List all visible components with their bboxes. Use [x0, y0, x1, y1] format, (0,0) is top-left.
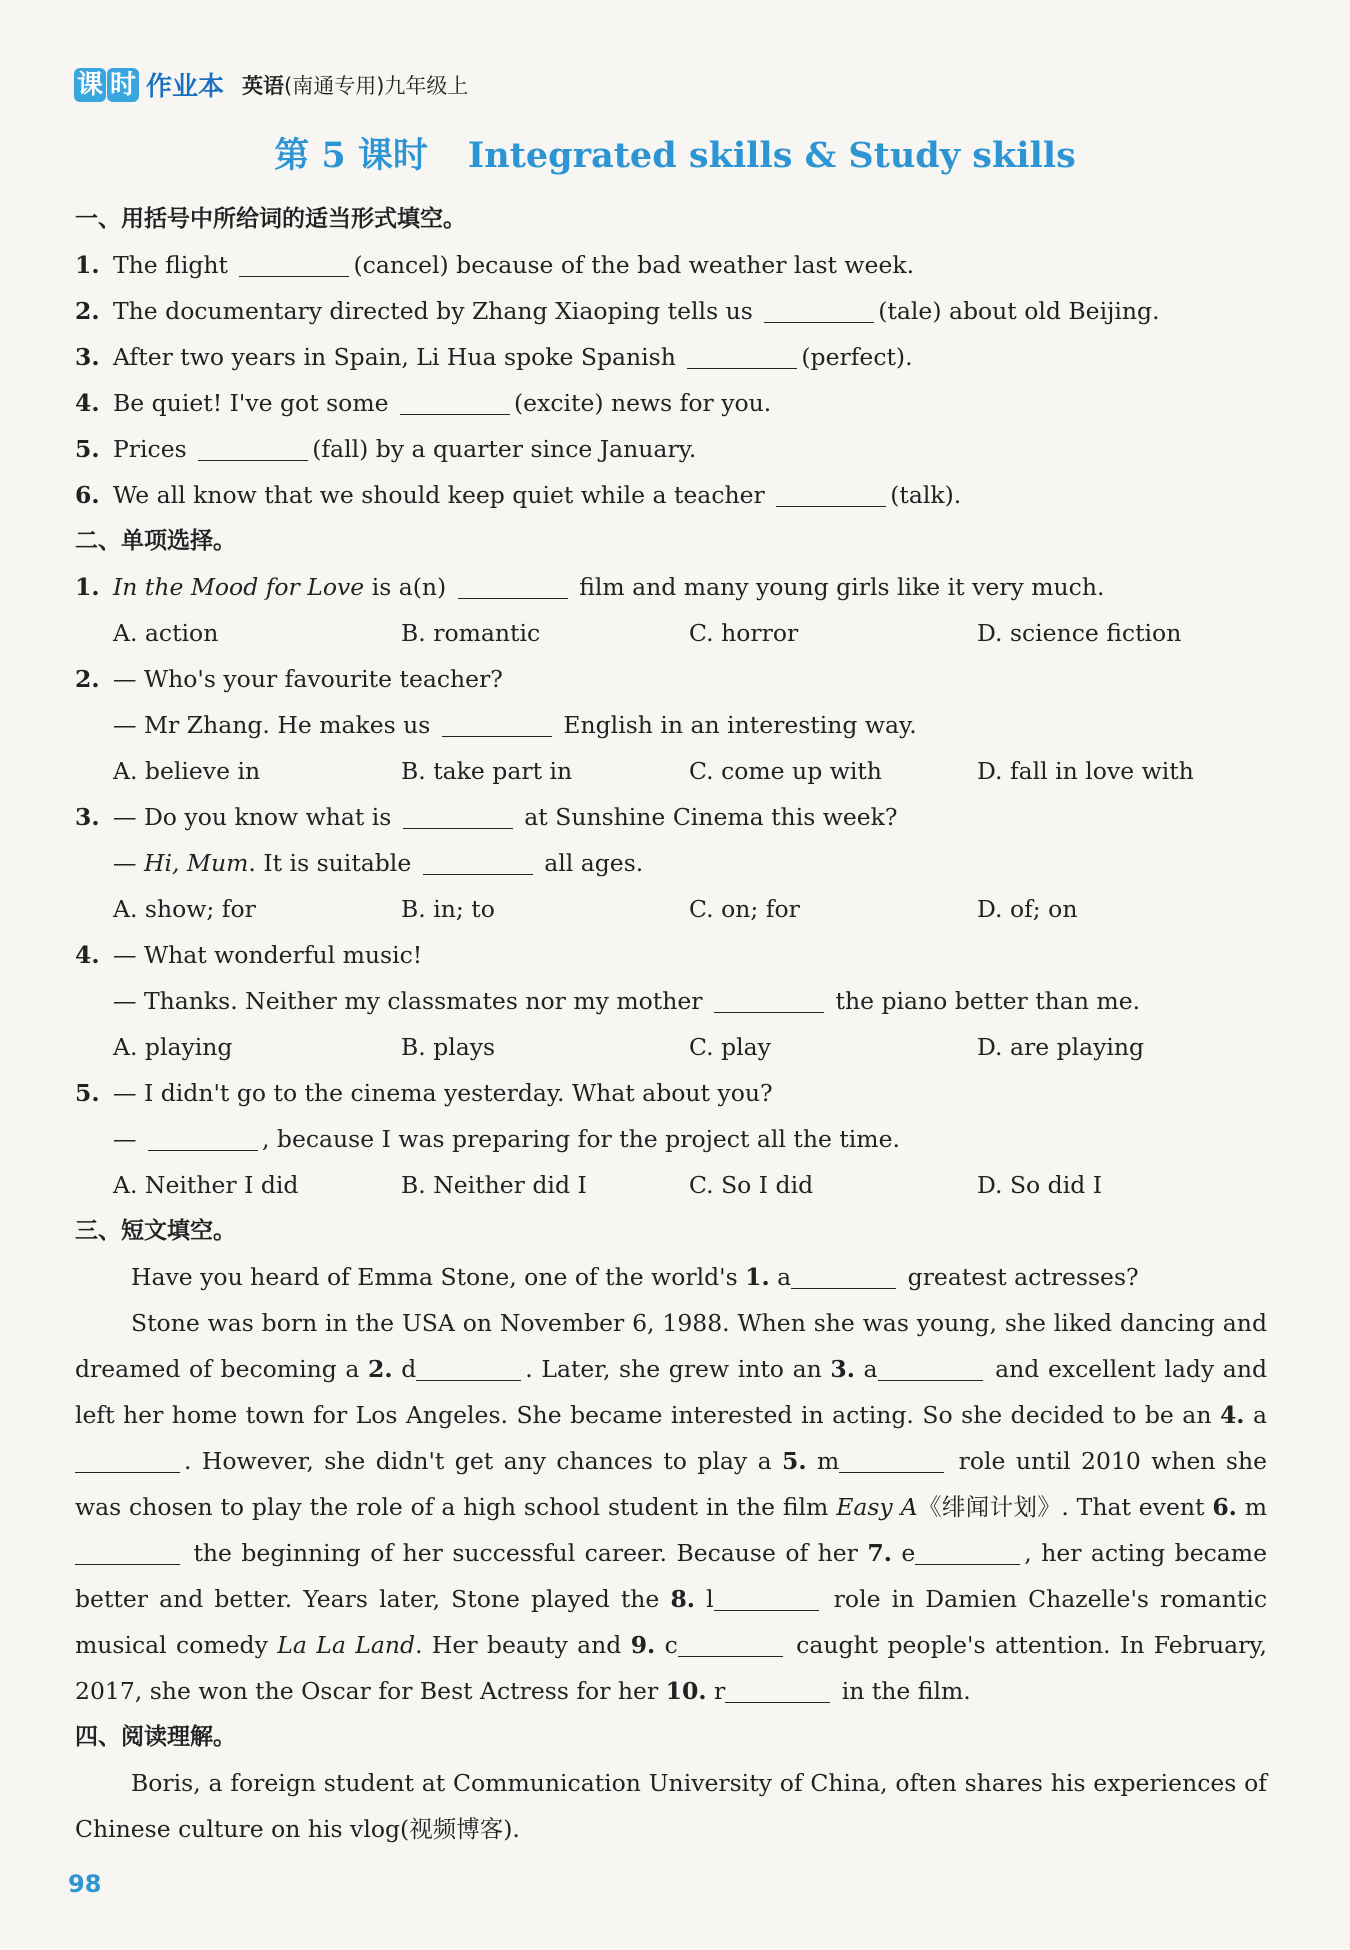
answer-blank[interactable] — [423, 848, 533, 875]
options-row — [75, 1024, 1267, 1070]
options-row — [75, 748, 1267, 794]
option[interactable]: B. romantic — [401, 619, 541, 647]
answer-blank[interactable] — [416, 1354, 521, 1381]
question-row: 3. After two years in Spain, Li Hua spoke Spanish (perfect). — [75, 343, 913, 371]
answer-blank[interactable] — [400, 388, 510, 415]
answer-blank[interactable] — [458, 572, 568, 599]
passage-paragraph: Stone was born in the USA on November 6, 1988. When she was young, she liked dancing and dreamed of becoming a 2. d . Later, she grew into an 3. a and excellent lady and left her home town for Los Angeles. She became interested in acting. So she decided to be an 4. a. However, she didn't get any chances to play a 5. m role until 2010 when she was chosen to play the role of a high school student in the film Easy A《绯闻计划》. That event 6. m the beginning of her successful career. Because of her 7. e , her acting became better and better. Years later, Stone played the 8. l role in Damien Chazelle's romantic musical comedy La La Land. Her beauty and 9. c caught people's attention. In February, 2017, she won the Oscar for Best Actress for her 10. r in the film. — [75, 1309, 1268, 1705]
answer-blank[interactable] — [678, 1630, 783, 1657]
answer-blank[interactable] — [791, 1262, 896, 1289]
logo-char: 课 — [74, 68, 106, 102]
question-row: 1. In the Mood for Love is a(n) film and many young girls like it very much. — [75, 573, 1105, 601]
options-row — [75, 1162, 1267, 1208]
option[interactable]: C. So I did — [689, 1171, 814, 1199]
logo-text: 作业本 — [146, 72, 225, 102]
answer-blank[interactable] — [403, 802, 513, 829]
option[interactable]: D. science fiction — [977, 619, 1182, 647]
lesson-number: 第 5 课时 — [274, 135, 428, 176]
question-row: — Thanks. Neither my classmates nor my mother the piano better than me. — [113, 987, 1141, 1015]
question-row: 5. Prices (fall) by a quarter since January. — [75, 435, 697, 463]
option[interactable]: D. fall in love with — [977, 757, 1194, 785]
option[interactable]: B. Neither did I — [401, 1171, 587, 1199]
answer-blank[interactable] — [764, 296, 874, 323]
option[interactable]: D. of; on — [977, 895, 1078, 923]
question-row: — , because I was preparing for the project all the time. — [113, 1125, 900, 1153]
option[interactable]: A. playing — [113, 1033, 233, 1061]
question-row: 5. — I didn't go to the cinema yesterday. What about you? — [75, 1079, 773, 1107]
logo-char: 时 — [107, 68, 139, 102]
option[interactable]: A. believe in — [113, 757, 261, 785]
option[interactable]: C. come up with — [689, 757, 882, 785]
question-row: — Mr Zhang. He makes us English in an interesting way. — [113, 711, 917, 739]
option[interactable]: B. in; to — [401, 895, 495, 923]
options-row — [75, 610, 1267, 656]
answer-blank[interactable] — [776, 480, 886, 507]
question-row: — Hi, Mum. It is suitable all ages. — [113, 849, 644, 877]
subject-label: 英语(南通专用)九年级上 — [242, 73, 469, 98]
book-logo — [74, 68, 140, 102]
answer-blank[interactable] — [198, 434, 308, 461]
answer-blank[interactable] — [714, 1584, 819, 1611]
option[interactable]: A. action — [113, 619, 219, 647]
question-row: 3. — Do you know what is at Sunshine Cinema this week? — [75, 803, 898, 831]
answer-blank[interactable] — [75, 1538, 180, 1565]
book-header — [74, 66, 468, 103]
option[interactable]: B. take part in — [401, 757, 573, 785]
page-number: 98 — [68, 1870, 102, 1898]
question-row: 6. We all know that we should keep quiet while a teacher (talk). — [75, 481, 962, 509]
option[interactable]: C. horror — [689, 619, 799, 647]
option[interactable]: B. plays — [401, 1033, 496, 1061]
reading-passage — [75, 1760, 1267, 1852]
option[interactable]: A. show; for — [113, 895, 256, 923]
exercise-content — [75, 196, 1267, 1852]
answer-blank[interactable] — [725, 1676, 830, 1703]
passage-paragraph: Have you heard of Emma Stone, one of the world's 1. a greatest actresses? — [131, 1263, 1139, 1291]
answer-blank[interactable] — [75, 1446, 180, 1473]
section-heading: 二、单项选择。 — [75, 528, 236, 554]
answer-blank[interactable] — [442, 710, 552, 737]
answer-blank[interactable] — [148, 1124, 258, 1151]
section-heading: 四、阅读理解。 — [75, 1724, 236, 1750]
section-heading: 一、用括号中所给词的适当形式填空。 — [75, 206, 466, 232]
option[interactable]: C. on; for — [689, 895, 800, 923]
answer-blank[interactable] — [839, 1446, 944, 1473]
question-row: 4. — What wonderful music! — [75, 941, 423, 969]
answer-blank[interactable] — [878, 1354, 983, 1381]
question-row: 1. The flight (cancel) because of the bad weather last week. — [75, 251, 915, 279]
question-row: 4. Be quiet! I've got some (excite) news for you. — [75, 389, 772, 417]
question-row: 2. — Who's your favourite teacher? — [75, 665, 503, 693]
passage-paragraph: Boris, a foreign student at Communication University of China, often shares his experiences of Chinese culture on his vlog(视频博客). — [75, 1769, 1267, 1843]
question-row: 2. The documentary directed by Zhang Xiaoping tells us (tale) about old Beijing. — [75, 297, 1160, 325]
option[interactable]: C. play — [689, 1033, 771, 1061]
cloze-passage — [75, 1254, 1267, 1714]
answer-blank[interactable] — [239, 250, 349, 277]
option[interactable]: A. Neither I did — [113, 1171, 299, 1199]
answer-blank[interactable] — [687, 342, 797, 369]
options-row — [75, 886, 1267, 932]
option[interactable]: D. are playing — [977, 1033, 1145, 1061]
section-heading: 三、短文填空。 — [75, 1218, 236, 1244]
answer-blank[interactable] — [915, 1538, 1020, 1565]
option[interactable]: D. So did I — [977, 1171, 1103, 1199]
lesson-topic: Integrated skills & Study skills — [467, 135, 1076, 176]
lesson-title — [0, 128, 1350, 178]
answer-blank[interactable] — [714, 986, 824, 1013]
